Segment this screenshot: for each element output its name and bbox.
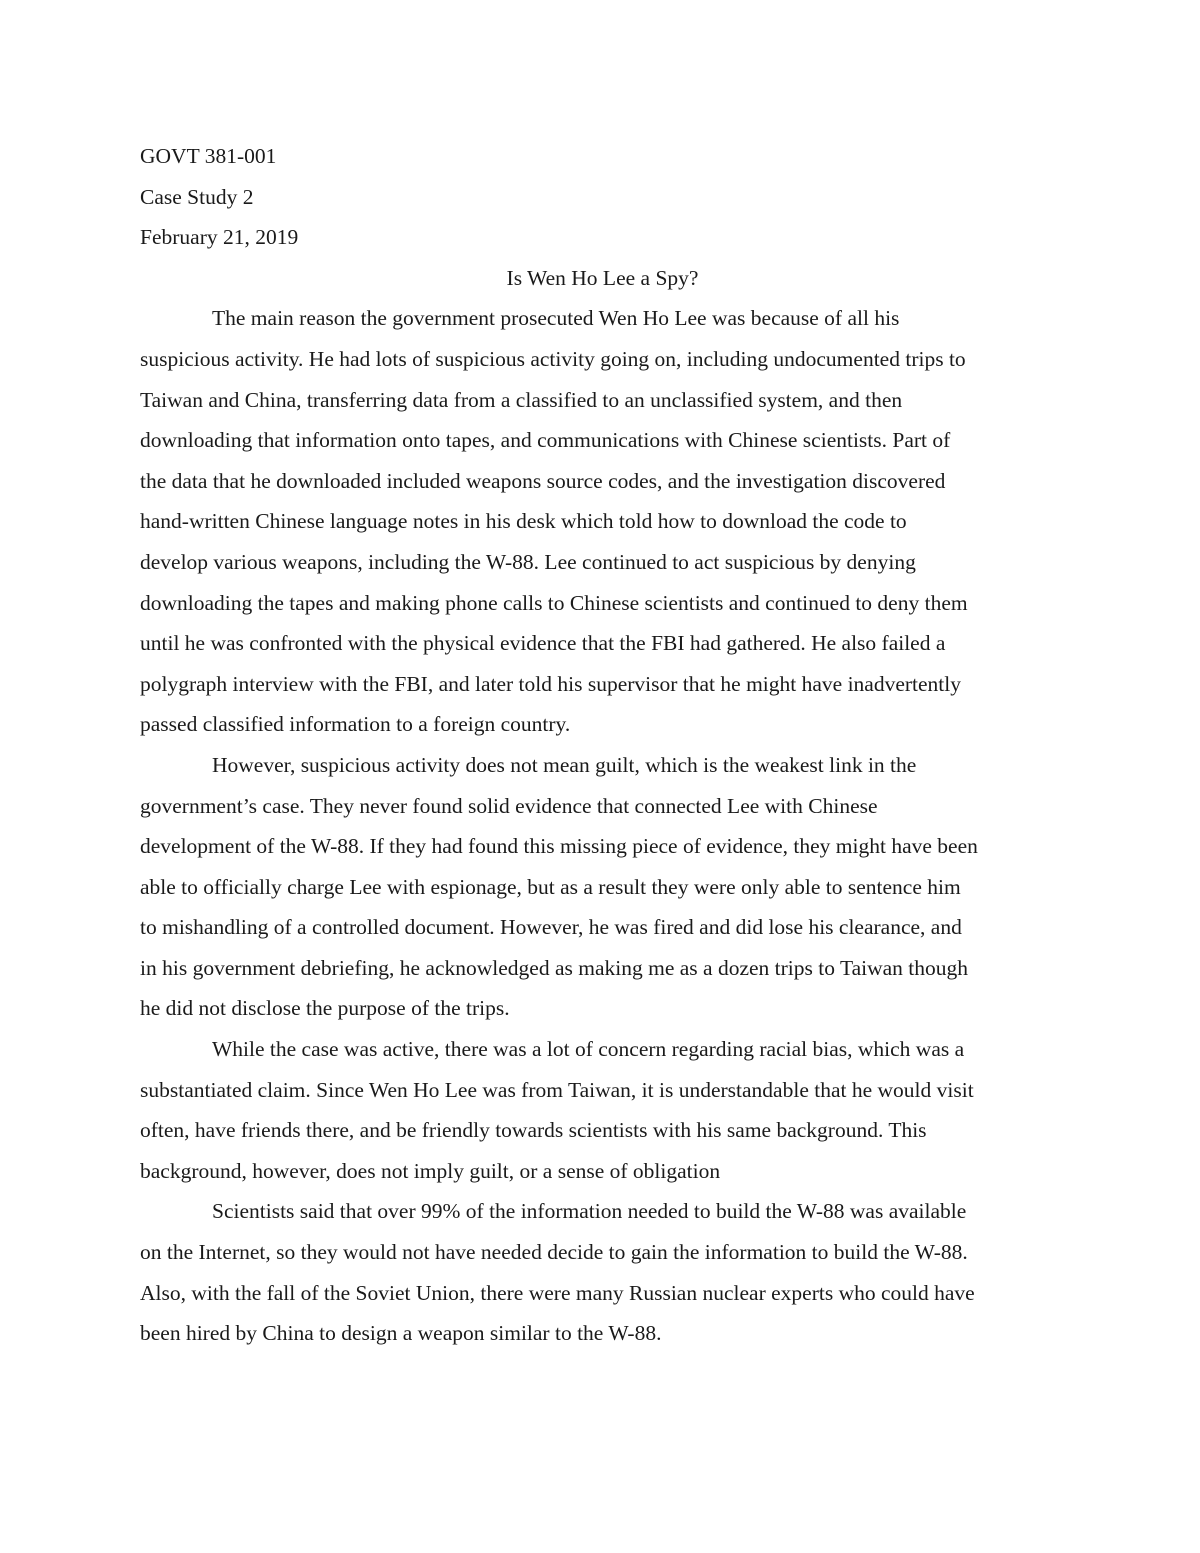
paragraph-line: development of the W-88. If they had found this missing piece of evidence, they might have been bbox=[140, 834, 978, 859]
paragraph-line: often, have friends there, and be friendly towards scientists with his same background. This bbox=[140, 1118, 927, 1143]
course-code: GOVT 381-001 bbox=[140, 144, 277, 168]
paragraph-line: passed classified information to a foreign country. bbox=[140, 712, 571, 737]
paragraph-line: government’s case. They never found solid evidence that connected Lee with Chinese bbox=[140, 793, 878, 818]
paragraph-line: suspicious activity. He had lots of suspicious activity going on, including undocumented trips to bbox=[140, 346, 966, 371]
paragraph-line: Also, with the fall of the Soviet Union, there were many Russian nuclear experts who could have bbox=[140, 1280, 975, 1305]
paragraph-3 bbox=[140, 1029, 1065, 1191]
paragraph-line: to mishandling of a controlled document. However, he was fired and did lose his clearance, and bbox=[140, 915, 962, 940]
paragraph-line: While the case was active, there was a lot of concern regarding racial bias, which was a bbox=[212, 1037, 965, 1062]
paragraph-line: substantiated claim. Since Wen Ho Lee was from Taiwan, it is understandable that he would visit bbox=[140, 1077, 974, 1102]
document-title: Is Wen Ho Lee a Spy? bbox=[506, 265, 699, 290]
paragraph-4 bbox=[140, 1191, 1065, 1353]
paragraph-line: polygraph interview with the FBI, and later told his supervisor that he might have inadvertently bbox=[140, 671, 961, 696]
paragraph-line: he did not disclose the purpose of the trips. bbox=[140, 996, 510, 1021]
paragraph-line: hand-written Chinese language notes in his desk which told how to download the code to bbox=[140, 509, 907, 534]
paragraph-line: able to officially charge Lee with espionage, but as a result they were only able to sentence him bbox=[140, 874, 961, 899]
assignment-name: Case Study 2 bbox=[140, 184, 254, 209]
paragraph-line: develop various weapons, including the W-88. Lee continued to act suspicious by denying bbox=[140, 549, 916, 574]
paragraph-1 bbox=[140, 298, 1065, 745]
paragraph-line: downloading that information onto tapes, and communications with Chinese scientists. Part of bbox=[140, 428, 951, 453]
paragraph-line: until he was confronted with the physical evidence that the FBI had gathered. He also failed a bbox=[140, 631, 946, 656]
paragraph-line: downloading the tapes and making phone calls to Chinese scientists and continued to deny them bbox=[140, 590, 968, 615]
paragraph-line: However, suspicious activity does not mean guilt, which is the weakest link in the bbox=[212, 752, 917, 777]
document-date: February 21, 2019 bbox=[140, 225, 299, 250]
paragraph-line: Scientists said that over 99% of the information needed to build the W-88 was available bbox=[212, 1199, 967, 1224]
paragraph-line: in his government debriefing, he acknowledged as making me as a dozen trips to Taiwan though bbox=[140, 955, 969, 980]
paragraph-2 bbox=[140, 745, 1065, 1029]
paragraph-line: background, however, does not imply guilt, or a sense of obligation bbox=[140, 1158, 721, 1183]
paragraph-line: been hired by China to design a weapon similar to the W-88. bbox=[140, 1321, 662, 1346]
paragraph-line: the data that he downloaded included weapons source codes, and the investigation discovered bbox=[140, 468, 946, 493]
document-body bbox=[140, 136, 1065, 1354]
paragraph-line: on the Internet, so they would not have needed decide to gain the information to build the W-88. bbox=[140, 1240, 968, 1265]
paragraph-line: The main reason the government prosecuted Wen Ho Lee was because of all his bbox=[212, 306, 900, 331]
paragraph-line: Taiwan and China, transferring data from a classified to an unclassified system, and then bbox=[140, 387, 903, 412]
